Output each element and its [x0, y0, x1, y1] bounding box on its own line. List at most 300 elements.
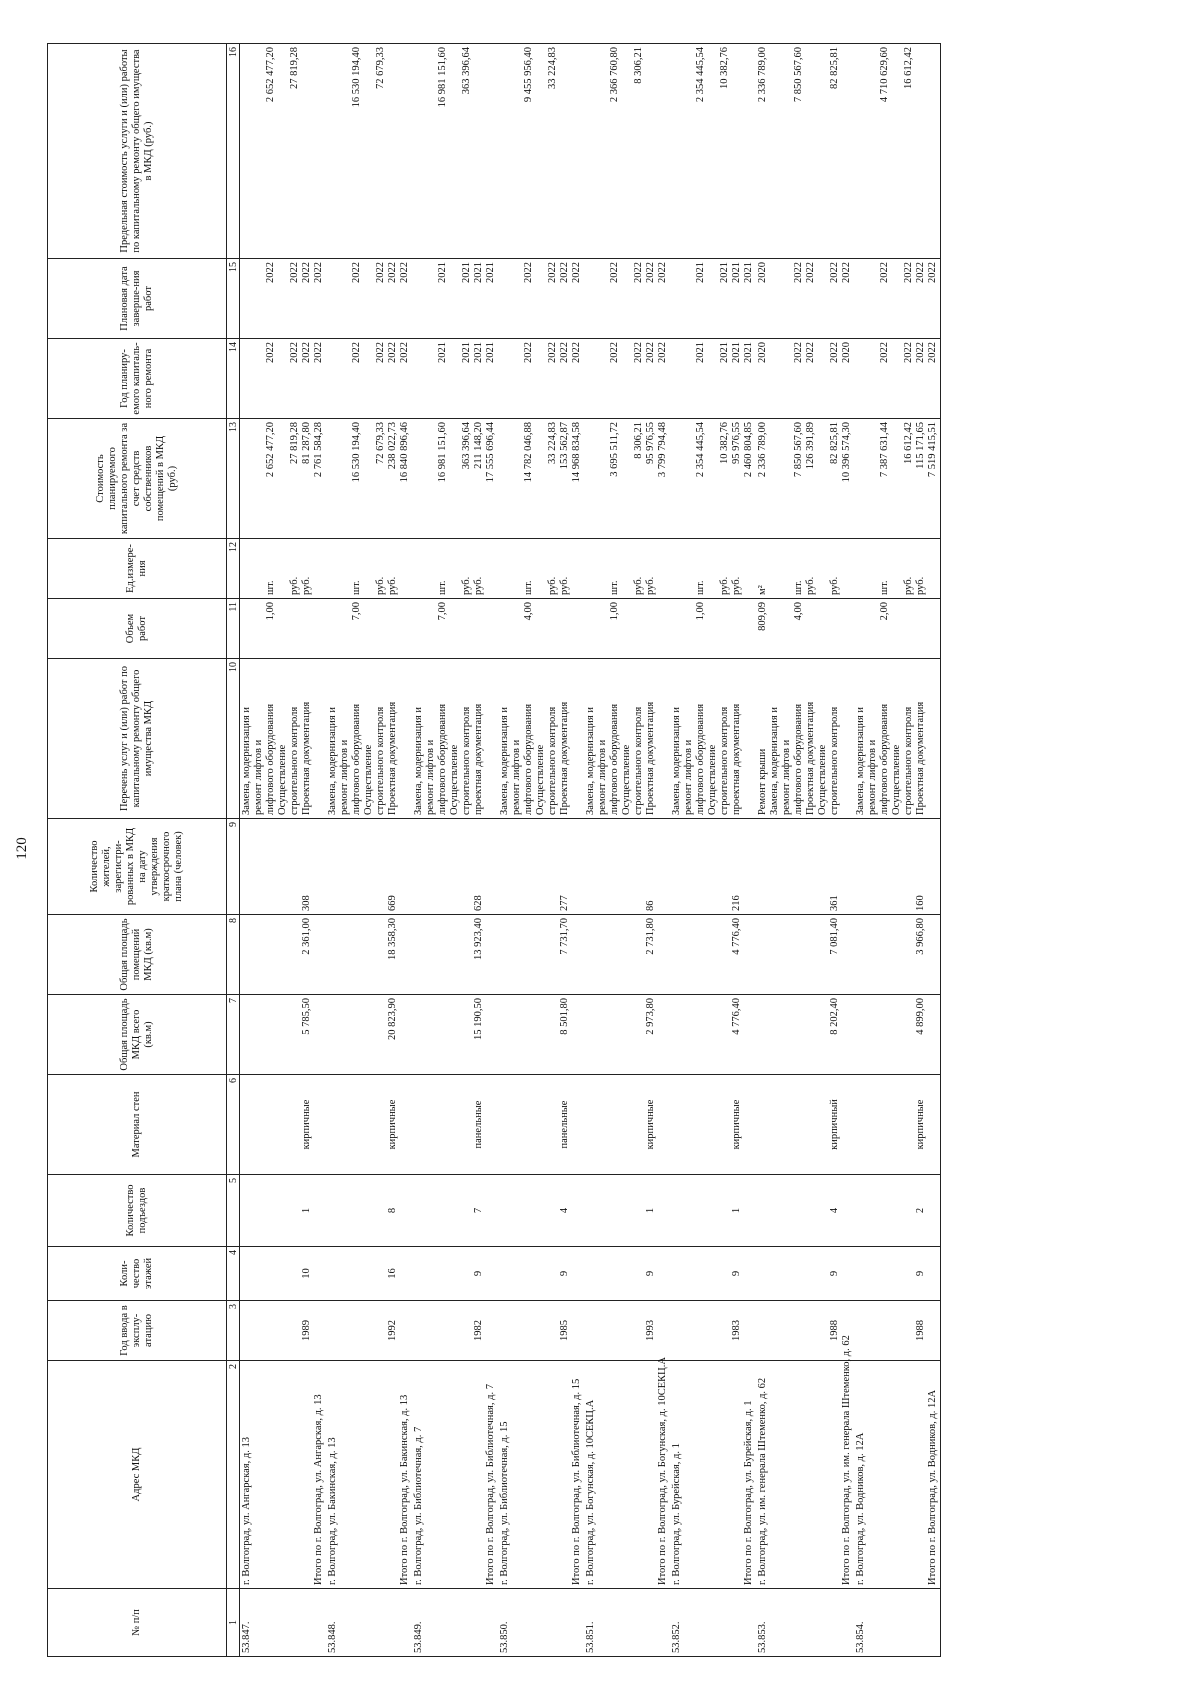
address: г. Волгоград, ул. Бурейская, д. 1	[671, 1443, 682, 1585]
cell-spacer	[413, 1304, 425, 1357]
work-name: ремонт лифтов и	[425, 739, 436, 815]
table-cell	[584, 259, 670, 339]
cell-spacer	[585, 47, 597, 255]
cell-spacer	[695, 1078, 707, 1171]
work-name: Проектная документация	[387, 701, 398, 815]
address: г. Волгоград, ул. им. генерала Штеменко, д. 62	[757, 1377, 768, 1585]
work-finish: 2021	[473, 262, 484, 283]
cell-spacer	[301, 47, 313, 255]
building-entrances: 7	[473, 1207, 484, 1214]
cell-spacer	[363, 422, 375, 535]
work-finish: 2022	[879, 262, 890, 283]
cell-spacer	[707, 602, 719, 655]
total-year: 2022	[399, 342, 410, 363]
work-year: 2022	[547, 342, 558, 363]
cell-spacer	[425, 918, 437, 991]
building-residents: 669	[387, 895, 398, 911]
cell-spacer	[511, 422, 523, 535]
table-cell	[756, 259, 854, 339]
cell-spacer	[769, 822, 781, 911]
work-name: лифтового оборудования	[351, 703, 362, 815]
work-cost: 33 224,83	[547, 422, 558, 464]
work-unit: руб.	[719, 576, 730, 595]
cell-spacer	[695, 1364, 707, 1585]
cell-spacer	[375, 1250, 387, 1297]
cell-spacer	[793, 1364, 805, 1585]
cell-spacer	[461, 1304, 473, 1357]
cell-spacer	[707, 822, 719, 911]
work-unit: руб.	[559, 576, 570, 595]
cell-spacer	[879, 1250, 891, 1297]
work-unit: руб.	[375, 576, 386, 595]
work-name: Проектная документация	[915, 701, 926, 815]
total-cost: 3 799 794,48	[657, 422, 668, 478]
cell-spacer	[351, 1304, 363, 1357]
table-cell	[240, 659, 327, 819]
cell-spacer	[327, 918, 339, 991]
cell-spacer	[817, 1250, 829, 1297]
cell-spacer	[879, 998, 891, 1071]
work-limit: 7 850 567,60	[793, 47, 804, 103]
cell-spacer	[425, 1078, 437, 1171]
work-name: лифтового оборудования	[879, 703, 890, 815]
table-cell	[756, 419, 854, 539]
column-header: № п/п	[48, 1589, 227, 1657]
table-cell	[498, 259, 584, 339]
cell-spacer	[903, 1304, 915, 1357]
cell-spacer	[375, 998, 387, 1071]
table-cell	[670, 819, 756, 915]
cell-spacer	[585, 542, 597, 595]
table-cell	[498, 599, 584, 659]
cell-spacer	[597, 822, 609, 911]
cell-spacer	[671, 1250, 683, 1297]
column-number: 9	[227, 819, 240, 915]
table-cell	[326, 1175, 412, 1247]
cell-spacer	[867, 822, 879, 911]
table-cell	[756, 819, 854, 915]
total-label: Итого по г. Волгоград, ул. Водников, д. 12А	[927, 1389, 938, 1585]
cell-spacer	[793, 918, 805, 991]
table-cell	[584, 44, 670, 259]
cell-spacer	[499, 1078, 511, 1171]
work-name: строительного контроля	[633, 706, 644, 815]
table-cell	[326, 995, 412, 1075]
cell-spacer	[879, 1304, 891, 1357]
cell-spacer	[781, 822, 793, 911]
table-cell	[498, 1247, 584, 1301]
cell-spacer	[597, 422, 609, 535]
cell-spacer	[327, 822, 339, 911]
cell-spacer	[265, 1250, 277, 1297]
cell-spacer	[683, 422, 695, 535]
address: г. Волгоград, ул. Ангарская, д. 13	[241, 1437, 252, 1585]
work-name: ремонт лифтов и	[781, 739, 792, 815]
work-finish: 2022	[301, 262, 312, 283]
cell-spacer	[523, 1250, 535, 1297]
cell-spacer	[793, 822, 805, 911]
work-cost: 153 562,87	[559, 422, 570, 470]
work-name: строительного контроля	[829, 706, 840, 815]
building-year: 1993	[645, 1320, 656, 1341]
cell-spacer	[683, 1250, 695, 1297]
cell-spacer	[363, 918, 375, 991]
work-name: ремонт лифтов и	[511, 739, 522, 815]
table-row	[326, 44, 412, 1657]
work-year: 2021	[437, 342, 448, 363]
address: г. Волгоград, ул. Библиотечная, д. 15	[499, 1421, 510, 1585]
table-cell	[240, 259, 327, 339]
cell-spacer	[731, 602, 743, 655]
table-cell	[670, 339, 756, 419]
cell-spacer	[511, 1178, 523, 1243]
cell-spacer	[633, 822, 645, 911]
address: г. Волгоград, ул. Водников, д. 12А	[855, 1432, 866, 1585]
cell-spacer	[511, 822, 523, 911]
cell-spacer	[523, 1304, 535, 1357]
cell-spacer	[855, 822, 867, 911]
work-name: ремонт лифтов и	[597, 739, 608, 815]
work-year: 2022	[609, 342, 620, 363]
work-finish: 2022	[375, 262, 386, 283]
cell-spacer	[707, 918, 719, 991]
table-cell	[854, 995, 941, 1075]
cell-spacer	[695, 822, 707, 911]
cell-spacer	[671, 1178, 683, 1243]
cell-spacer	[375, 822, 387, 911]
cell-spacer	[559, 47, 571, 255]
work-limit: 10 382,76	[719, 47, 730, 89]
cell-spacer	[769, 542, 781, 595]
cell-spacer	[413, 422, 425, 535]
work-year: 2022	[559, 342, 570, 363]
building-area-premises: 18 358,30	[387, 918, 398, 960]
work-finish: 2022	[351, 262, 362, 283]
cell-spacer	[535, 998, 547, 1071]
cell-spacer	[707, 542, 719, 595]
cell-spacer	[535, 1178, 547, 1243]
cell-spacer	[817, 1364, 829, 1585]
total-finish: 2022	[399, 262, 410, 283]
cell-spacer	[633, 1304, 645, 1357]
cell-spacer	[253, 1364, 265, 1585]
cell-spacer	[265, 998, 277, 1071]
cell-spacer	[805, 998, 817, 1071]
table-cell	[584, 1301, 670, 1361]
column-header: Предельная стоимость услуги и (или) работы по капитальному ремонту общего имущества в МКД (руб.)	[48, 44, 227, 259]
cell-spacer	[621, 422, 633, 535]
building-year: 1985	[559, 1320, 570, 1341]
cell-spacer	[363, 1178, 375, 1243]
work-limit: 363 396,64	[461, 47, 472, 95]
building-residents: 308	[301, 895, 312, 911]
table-cell	[584, 1175, 670, 1247]
cell-spacer	[241, 342, 253, 415]
cell-spacer	[339, 918, 351, 991]
cell-spacer	[351, 1250, 363, 1297]
table-cell	[854, 44, 941, 259]
total-label: Итого по г. Волгоград, ул. им. генерала Штеменко, д. 62	[841, 1335, 852, 1585]
cell-spacer	[891, 262, 903, 335]
table-cell	[498, 539, 584, 599]
table-cell	[670, 1175, 756, 1247]
cell-spacer	[855, 998, 867, 1071]
cell-spacer	[867, 262, 879, 335]
table-cell	[670, 1301, 756, 1361]
cell-spacer	[891, 47, 903, 255]
row-number: 53.854.	[855, 1621, 866, 1653]
table-cell	[756, 659, 854, 819]
table-cell	[326, 819, 412, 915]
cell-spacer	[769, 1304, 781, 1357]
cell-spacer	[523, 1078, 535, 1171]
table-cell	[584, 1357, 670, 1589]
work-name: ремонт лифтов и	[253, 739, 264, 815]
work-unit: шт.	[351, 580, 362, 595]
table-cell	[670, 1361, 756, 1589]
cell-spacer	[327, 1250, 339, 1297]
cell-spacer	[535, 1364, 547, 1585]
cell-spacer	[597, 1078, 609, 1171]
cell-spacer	[277, 1304, 289, 1357]
cell-spacer	[695, 1250, 707, 1297]
cell-spacer	[535, 342, 547, 415]
table-cell	[412, 995, 498, 1075]
cell-spacer	[277, 1078, 289, 1171]
cell-spacer	[769, 918, 781, 991]
cell-spacer	[867, 1304, 879, 1357]
cell-spacer	[621, 1364, 633, 1585]
cell-spacer	[547, 1250, 559, 1297]
table-cell	[326, 1589, 412, 1657]
cell-spacer	[339, 1304, 351, 1357]
address: г. Волгоград, ул. Бакинская, д. 13	[327, 1437, 338, 1585]
column-header: Перечень услуг и (или) работ по капитальному ремонту общего имущества МКД	[48, 659, 227, 819]
cell-spacer	[241, 918, 253, 991]
cell-spacer	[891, 1250, 903, 1297]
work-finish: 2022	[387, 262, 398, 283]
table-cell	[756, 1247, 854, 1301]
cell-spacer	[585, 602, 597, 655]
cell-spacer	[621, 542, 633, 595]
cell-spacer	[781, 342, 793, 415]
work-name: лифтового оборудования	[265, 703, 276, 815]
work-finish: 2022	[289, 262, 300, 283]
work-limit: 72 679,33	[375, 47, 386, 89]
cell-spacer	[547, 822, 559, 911]
table-cell	[326, 1361, 412, 1589]
table-cell	[498, 915, 584, 995]
cell-spacer	[535, 47, 547, 255]
cell-spacer	[645, 47, 657, 255]
work-name: Замена, модернизация и	[585, 707, 596, 815]
cell-spacer	[277, 47, 289, 255]
building-residents: 86	[645, 900, 656, 911]
building-year: 1988	[829, 1320, 840, 1341]
work-cost: 8 306,21	[633, 422, 644, 459]
table-cell	[498, 1361, 584, 1589]
work-cost: 2 354 445,54	[695, 422, 706, 478]
cell-spacer	[671, 998, 683, 1071]
table-cell	[326, 659, 412, 819]
cell-spacer	[351, 822, 363, 911]
work-finish: 2022	[829, 262, 840, 283]
cell-spacer	[499, 998, 511, 1071]
cell-spacer	[585, 422, 597, 535]
table-cell	[240, 1301, 327, 1361]
building-year: 1983	[731, 1320, 742, 1341]
cell-spacer	[253, 342, 265, 415]
cell-spacer	[621, 1178, 633, 1243]
cell-spacer	[805, 1250, 817, 1297]
cell-spacer	[449, 1364, 461, 1585]
cell-spacer	[719, 1250, 731, 1297]
cell-spacer	[265, 918, 277, 991]
cell-spacer	[363, 1304, 375, 1357]
work-finish: 2022	[547, 262, 558, 283]
cell-spacer	[289, 1364, 301, 1585]
table-cell	[584, 915, 670, 995]
cell-spacer	[449, 422, 461, 535]
work-unit: руб.	[387, 576, 398, 595]
work-cost: 238 022,73	[387, 422, 398, 470]
cell-spacer	[805, 1304, 817, 1357]
cell-spacer	[363, 47, 375, 255]
cell-spacer	[585, 262, 597, 335]
cell-spacer	[253, 918, 265, 991]
cell-spacer	[425, 262, 437, 335]
cell-spacer	[523, 998, 535, 1071]
cell-spacer	[683, 342, 695, 415]
cell-spacer	[461, 1078, 473, 1171]
cell-spacer	[253, 1304, 265, 1357]
cell-spacer	[707, 422, 719, 535]
cell-spacer	[499, 47, 511, 255]
table-cell	[584, 419, 670, 539]
cell-spacer	[671, 918, 683, 991]
building-residents: 160	[915, 895, 926, 911]
table-cell	[240, 915, 327, 995]
table-cell	[498, 659, 584, 819]
work-limit: 2 336 789,00	[757, 47, 768, 103]
table-cell	[498, 1075, 584, 1175]
total-cost: 17 555 696,44	[485, 422, 496, 483]
cell-spacer	[425, 1304, 437, 1357]
table-cell	[584, 995, 670, 1075]
cell-spacer	[719, 918, 731, 991]
work-unit: шт.	[265, 580, 276, 595]
table-cell	[584, 659, 670, 819]
cell-spacer	[413, 602, 425, 655]
table-cell	[854, 1361, 941, 1589]
work-name: Проектная документация	[301, 701, 312, 815]
cell-spacer	[437, 918, 449, 991]
cell-spacer	[253, 422, 265, 535]
cell-spacer	[867, 1364, 879, 1585]
cell-spacer	[277, 342, 289, 415]
cell-spacer	[891, 602, 903, 655]
cell-spacer	[339, 602, 351, 655]
cell-spacer	[707, 47, 719, 255]
work-name: Замена, модернизация и	[671, 707, 682, 815]
total-label: Итого по г. Волгоград, ул. Библиотечная, д. 15	[571, 1378, 582, 1585]
work-name: лифтового оборудования	[437, 703, 448, 815]
cell-spacer	[719, 998, 731, 1071]
cell-spacer	[473, 602, 485, 655]
cell-spacer	[719, 602, 731, 655]
total-cost: 2 460 804,85	[743, 422, 754, 478]
work-limit: 33 224,83	[547, 47, 558, 89]
column-header: Коли-чество этажей	[48, 1247, 227, 1301]
cell-spacer	[437, 1178, 449, 1243]
work-unit: руб.	[461, 576, 472, 595]
cell-spacer	[817, 1178, 829, 1243]
cell-spacer	[891, 1364, 903, 1585]
cell-spacer	[719, 1364, 731, 1585]
cell-spacer	[253, 1178, 265, 1243]
cell-spacer	[817, 1304, 829, 1357]
cell-spacer	[265, 1364, 277, 1585]
cell-spacer	[585, 1304, 597, 1357]
cell-spacer	[621, 1078, 633, 1171]
cell-spacer	[585, 342, 597, 415]
work-name: Осуществление	[363, 744, 374, 815]
cell-spacer	[363, 542, 375, 595]
work-name: Проектная документация	[559, 701, 570, 815]
work-unit: руб.	[731, 576, 742, 595]
building-area-premises: 2 361,00	[301, 918, 312, 955]
building-area-total: 15 190,50	[473, 998, 484, 1040]
cell-spacer	[707, 1364, 719, 1585]
work-name: строительного контроля	[547, 706, 558, 815]
cell-spacer	[757, 1304, 769, 1357]
building-floors: 9	[829, 1270, 840, 1277]
building-area-total: 20 823,90	[387, 998, 398, 1040]
cell-spacer	[425, 542, 437, 595]
building-walls: панельные	[473, 1100, 484, 1149]
work-finish: 2022	[805, 262, 816, 283]
cell-spacer	[375, 1178, 387, 1243]
cell-spacer	[547, 1178, 559, 1243]
cell-spacer	[511, 602, 523, 655]
cell-spacer	[829, 1364, 841, 1585]
table-row	[498, 44, 584, 1657]
cell-spacer	[327, 47, 339, 255]
cell-spacer	[241, 47, 253, 255]
work-name: лифтового оборудования	[695, 703, 706, 815]
table-cell	[412, 419, 498, 539]
column-header: Общая площадь МКД всего (кв.м)	[48, 995, 227, 1075]
cell-spacer	[339, 542, 351, 595]
table-cell	[240, 419, 327, 539]
work-unit: руб.	[805, 576, 816, 595]
cell-spacer	[609, 1078, 621, 1171]
cell-spacer	[867, 542, 879, 595]
work-volume: 2,00	[879, 602, 890, 621]
cell-spacer	[757, 1250, 769, 1297]
cell-spacer	[769, 47, 781, 255]
table-cell	[240, 1247, 327, 1301]
cell-spacer	[511, 342, 523, 415]
cell-spacer	[413, 542, 425, 595]
total-year: 2022	[657, 342, 668, 363]
table-cell	[756, 1075, 854, 1175]
cell-spacer	[461, 1178, 473, 1243]
cell-spacer	[915, 47, 927, 255]
cell-spacer	[413, 1250, 425, 1297]
cell-spacer	[289, 602, 301, 655]
cell-spacer	[265, 1078, 277, 1171]
